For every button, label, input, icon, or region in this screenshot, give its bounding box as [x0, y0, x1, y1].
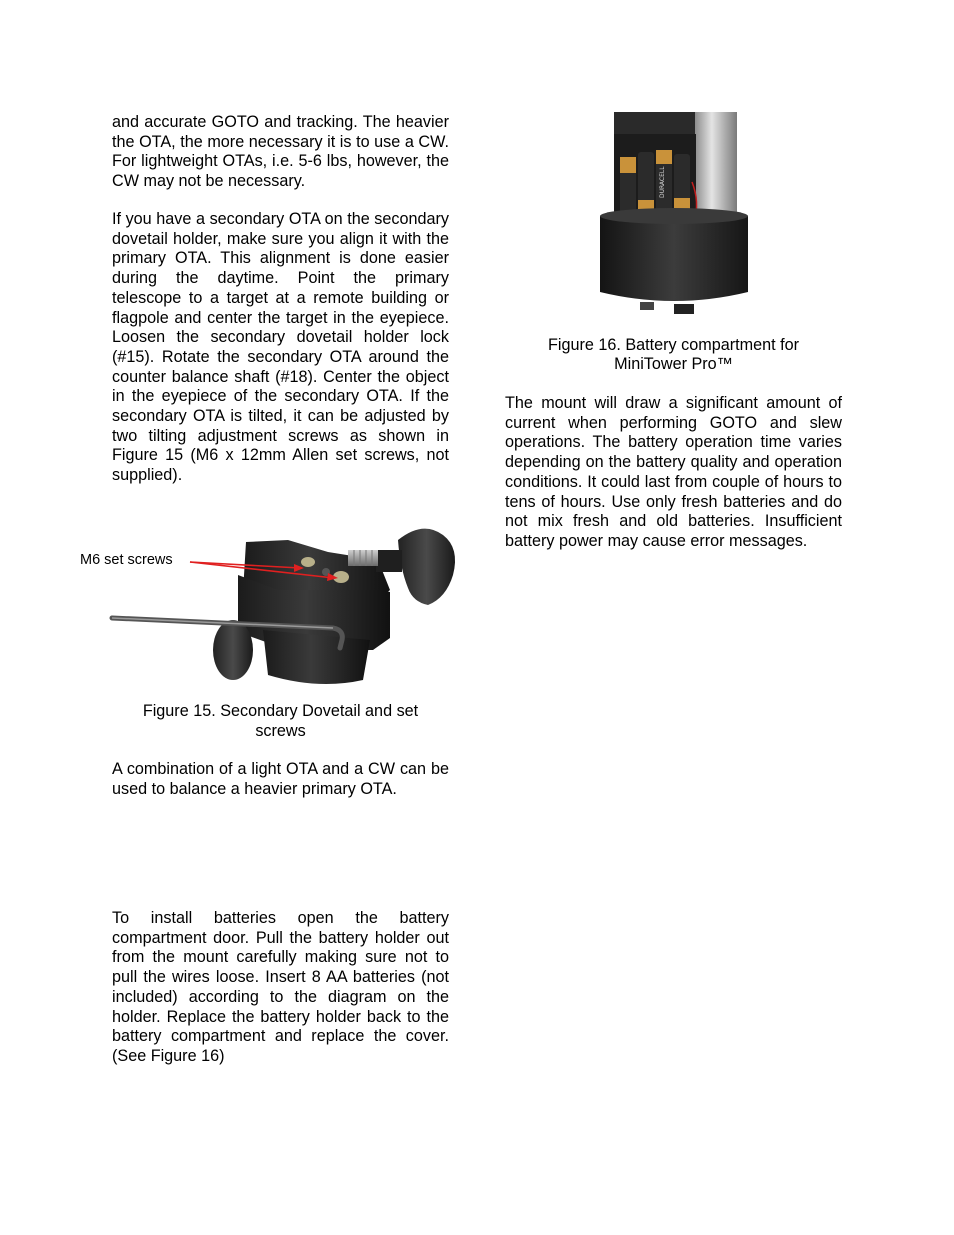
balance-paragraph: A combination of a light OTA and a CW can be used to balance a heavier primary OTA. [112, 760, 449, 798]
figure-15-caption-line-2: screws [255, 722, 306, 740]
install-batteries-paragraph: To install batteries open the battery compartment door. Pull the battery holder out from the mount carefully making sure not to pull the wires loose. Insert 8 AA batteries (not included) according to the diagram on the holder. Replace the battery holder back to the battery compartment and replace the cover. (See Figure 16) [112, 909, 449, 1065]
intro-paragraph: and accurate GOTO and tracking. The heavier the OTA, the more necessary it is to use a CW. For lightweight OTAs, i.e. 5-6 lbs, however, the CW may not be necessary. [112, 113, 449, 191]
dovetail-holder-photo [78, 520, 463, 688]
figure-16-caption-line-1: Figure 16. Battery compartment for [547, 336, 799, 354]
figure-15-caption-line-1: Figure 15. Secondary Dovetail and set [142, 702, 419, 720]
secondary-ota-paragraph: If you have a secondary OTA on the secondary dovetail holder, make sure you align it with the primary OTA. This alignment is done easier during the daytime. Point the primary telescope to a target at a remote building or flagpole and center the target in the eyepiece. Loosen the secondary dovetail holder lock (#15). Rotate the secondary OTA around the counter balance shaft (#18). Center the object in the eyepiece of the secondary OTA. If the secondary OTA is tilted, it can be adjusted by two tilting adjustment screws as shown in Figure 15 (M6 x 12mm Allen set screws, not supplied). [112, 210, 449, 485]
figure-16-caption-line-2: MiniTower Pro™ [614, 355, 733, 373]
m6-set-screws-label: M6 set screws [80, 552, 173, 568]
battery-compartment-photo [600, 112, 748, 320]
battery-power-paragraph: The mount will draw a significant amount of current when performing GOTO and slew operations. The battery operation time varies depending on the battery quality and operation conditions. It could last from couple of hours to tens of hours. Use only fresh batteries and do not mix fresh and old batteries. Insufficient battery power may cause error messages. [505, 394, 842, 550]
figure-16 [600, 112, 748, 320]
figure-15 [78, 520, 463, 688]
battery-brand-text: DURACELL [659, 166, 666, 198]
